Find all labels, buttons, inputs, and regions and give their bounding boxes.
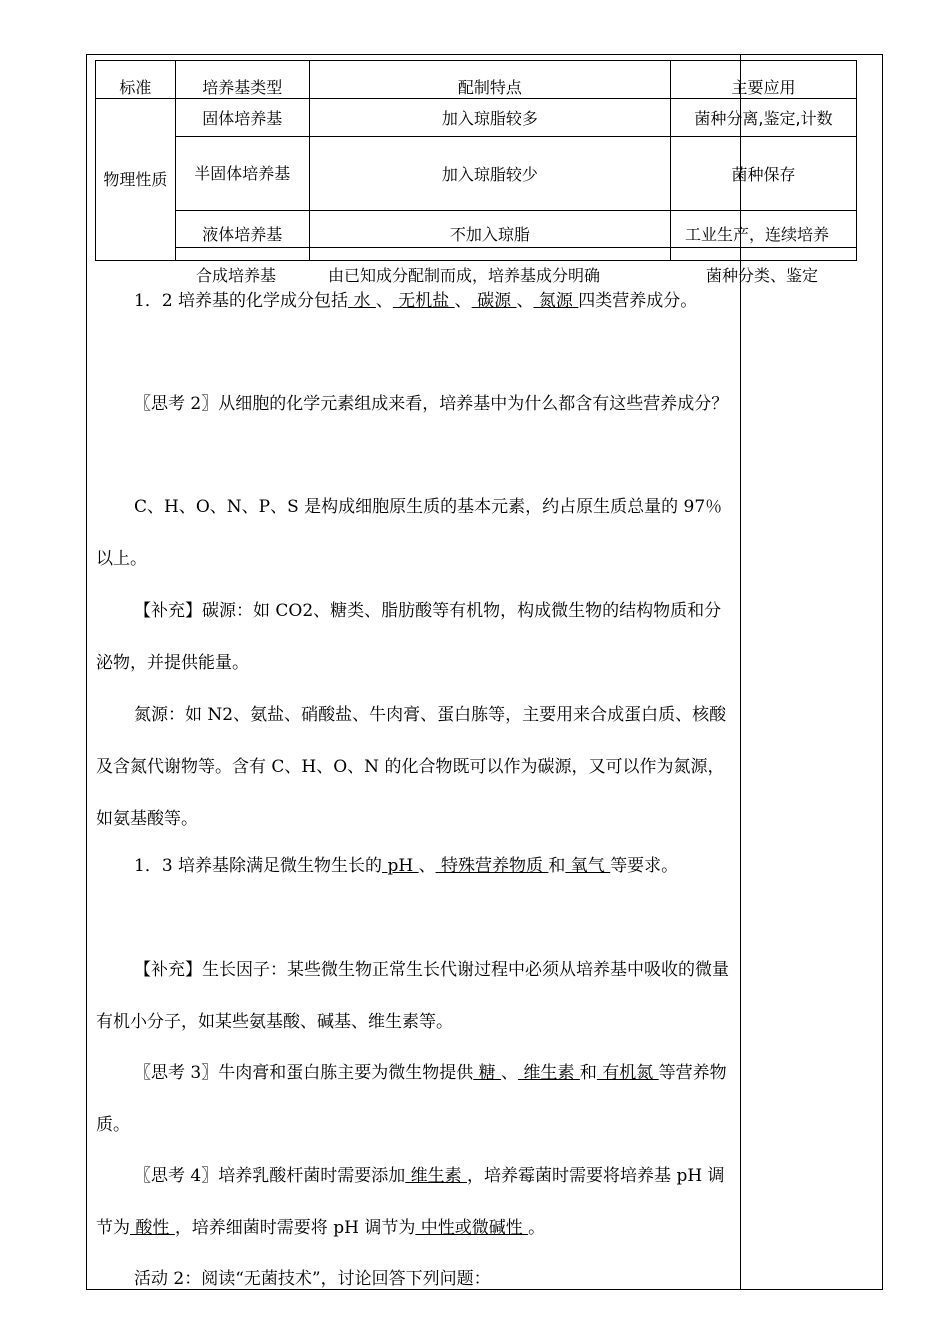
table-row [96, 99, 857, 137]
medium-type-table [95, 60, 857, 261]
para-growth-factor: 【补充】生长因子：某些微生物正常生长代谢过程中必须从培养基中吸收的微量有机小分子，如某些氨基酸、碱基、维生素等。 [96, 960, 729, 1032]
blank-answer: 无机盐 [392, 291, 455, 311]
blank-answer: 碳源 [471, 291, 517, 311]
para-think-2: 〖思考 2〗从细胞的化学元素组成来看，培养基中为什么都含有这些营养成分？ [134, 394, 729, 414]
blank-answer: 氮源 [533, 291, 579, 311]
para-growth-requirements: 1．3 培养基除满足微生物生长的 pH 、 特殊营养物质 和 氧气 等要求。 [134, 856, 679, 876]
para-think-4: 〖思考 4〗培养乳酸杆菌时需要添加 维生素 ，培养霉菌时需要将培养基 pH 调节为 酸性 ，培养细菌时需要将 pH 调节为 中性或微碱性 。 [96, 1166, 725, 1238]
cell-use: 菌种分离,鉴定,计数 [671, 99, 857, 137]
overflow-type: 合成培养基 [196, 266, 277, 285]
blank-answer: 水 [348, 291, 376, 311]
blank-answer: 维生素 [405, 1166, 468, 1186]
cell-type: 半固体培养基 [175, 137, 309, 211]
cell-use: 工业生产，连续培养 [671, 211, 857, 248]
blank-answer: 中性或微碱性 [415, 1218, 529, 1238]
table-header-row [96, 61, 857, 99]
blank-answer: 酸性 [130, 1218, 175, 1238]
para-carbon-source: 【补充】碳源：如 CO2、糖类、脂肪酸等有机物，构成微生物的结构物质和分泌物，并提供能量。 [96, 601, 722, 673]
cell-feature: 加入琼脂较多 [309, 99, 670, 137]
cell-type: 固体培养基 [175, 99, 309, 137]
para-think-3: 〖思考 3〗牛肉膏和蛋白胨主要为微生物提供 糖 、 维生素 和 有机氮 等营养物质。 [96, 1063, 727, 1135]
para-elements: C、H、O、N、P、S 是构成细胞原生质的基本元素，约占原生质总量的 97％以上。 [96, 497, 723, 569]
table-row [96, 137, 857, 211]
blank-answer: 氧气 [565, 856, 611, 876]
header-features: 配制特点 [309, 61, 670, 99]
table-row [96, 211, 857, 248]
blank-answer: 糖 [473, 1063, 502, 1083]
blank-answer: 维生素 [518, 1063, 580, 1083]
header-medium-type: 培养基类型 [175, 61, 309, 99]
cell-feature: 加入琼脂较少 [309, 137, 670, 211]
blank-answer: 特殊营养物质 [435, 856, 549, 876]
cell-use: 菌种保存 [671, 137, 857, 211]
blank-answer: pH [382, 856, 419, 876]
group-label-physical: 物理性质 [96, 99, 176, 261]
overflow-feature: 由已知成分配制而成，培养基成分明确 [328, 266, 601, 285]
para-activity-2: 活动 2：阅读“无菌技术”，讨论回答下列问题： [134, 1269, 491, 1289]
cell-type: 液体培养基 [175, 211, 309, 248]
table-row-empty [96, 248, 857, 261]
para-chemical-composition: 1．2 培养基的化学成分包括 水 、 无机盐 、 碳源 、 氮源 四类营养成分。 [134, 291, 698, 311]
header-standard: 标准 [96, 61, 176, 99]
cell-feature: 不加入琼脂 [309, 211, 670, 248]
blank-answer: 有机氮 [596, 1063, 659, 1083]
para-nitrogen-source: 氮源：如 N2、氨盐、硝酸盐、牛肉膏、蛋白胨等，主要用来合成蛋白质、核酸及含氮代谢物等。含有 C、H、O、N 的化合物既可以作为碳源，又可以作为氮源，如氨基酸等。 [96, 705, 727, 829]
overflow-use: 菌种分类、鉴定 [706, 266, 819, 285]
header-applications: 主要应用 [671, 61, 857, 99]
